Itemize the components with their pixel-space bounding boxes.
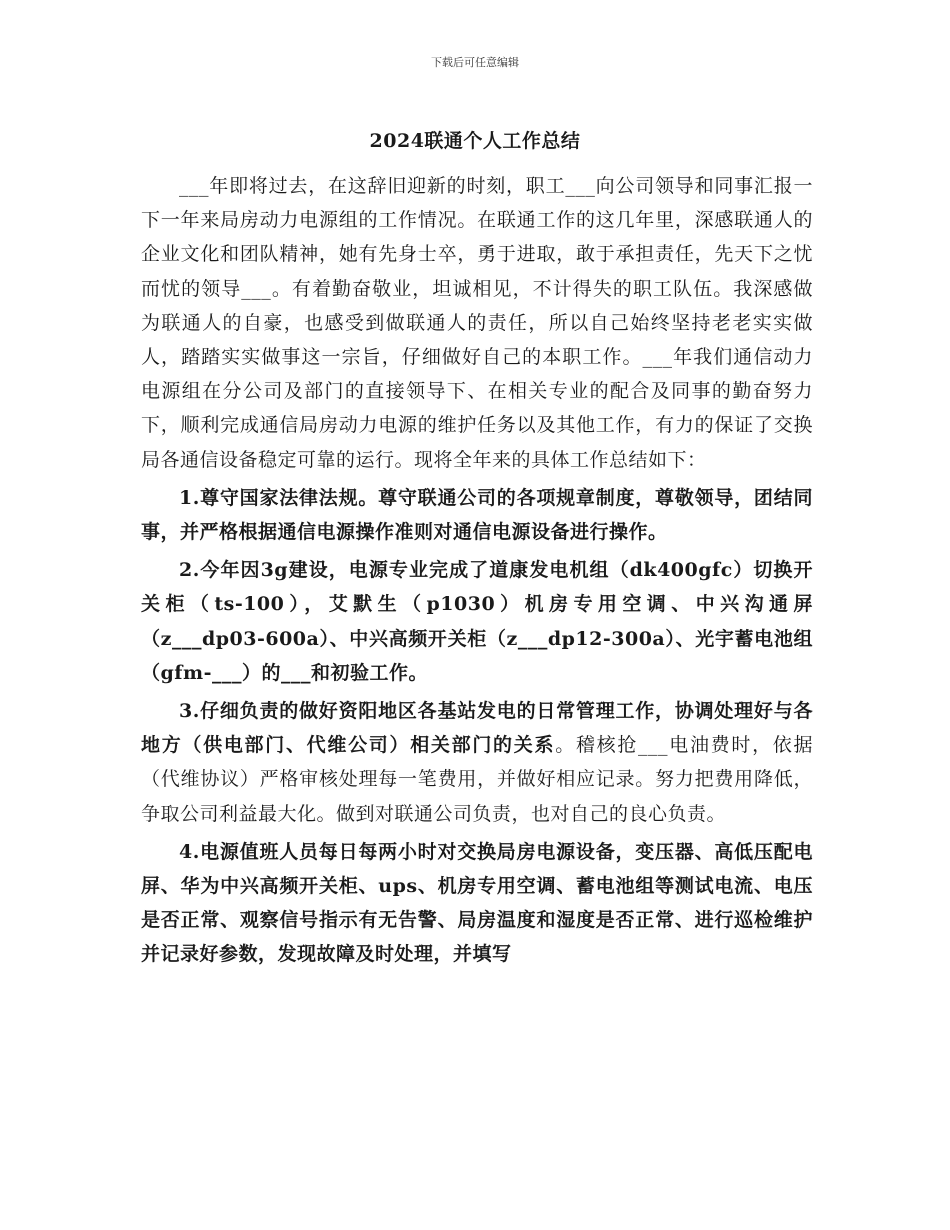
header-note: 下载后可任意编辑 [431, 56, 519, 69]
paragraph-item-4: 4.电源值班人员每日每两小时对交换局房电源设备，变压器、高低压配电屏、华为中兴高频开关柜、ups、机房专用空调、蓄电池组等测试电流、电压是否正常、观察信号指示有无告警、局房温度和湿度是否正常、进行巡检维护并记录好参数，发现故障及时处理，并填写 [141, 840, 813, 966]
paragraph-item-1: 1.尊守国家法律法规。尊守联通公司的各项规章制度，尊敬领导，团结同事，并严格根据通信电源操作准则对通信电源设备进行操作。 [141, 486, 813, 544]
paragraph-item-2: 2.今年因3g建设，电源专业完成了道康发电机组（dk400gfc）切换开关柜（ts-100），艾默生（p1030）机房专用空调、中兴沟通屏（z___dp03-600a）、中兴高频开关柜（z___dp12-300a）、光宇蓄电池组（gfm-___）的___和初验工作。 [141, 559, 813, 684]
paragraph-item-3 [141, 694, 813, 831]
paragraph-intro: ___年即将过去，在这辞旧迎新的时刻，职工___向公司领导和同事汇报一下一年来局房动力电源组的工作情况。在联通工作的这几年里，深感联通人的企业文化和团队精神，她有先身士卒，勇于进取，敢于承担责任，先天下之忧而忧的领导___。有着勤奋敬业，坦诚相见，不计得失的职工队伍。我深感做为联通人的自豪，也感受到做联通人的责任，所以自己始终坚持老老实实做人，踏踏实实做事这一宗旨，仔细做好自己的本职工作。___年我们通信动力电源组在分公司及部门的直接领导下、在相关专业的配合及同事的勤奋努力下，顺利完成通信局房动力电源的维护任务以及其他工作，有力的保证了交换局各通信设备稳定可靠的运行。现将全年来的具体工作总结如下： [141, 175, 813, 471]
paragraph-item-3-rest: 。稽核抢___电油费时，依据（代维协议）严格审核处理每一笔费用，并做好相应记录。努力把费用降低，争取公司利益最大化。做到对联通公司负责，也对自己的良心负责。 [141, 734, 813, 825]
document-body [141, 169, 813, 972]
document-title: 2024联通个人工作总结 [369, 130, 581, 152]
paragraph-item-3-bold-run: 3.仔细负责的做好资阳地区各基站发电的日常管理工作，协调处理好与各地方（供电部门、代维公司）相关部门的关系 [141, 700, 813, 757]
